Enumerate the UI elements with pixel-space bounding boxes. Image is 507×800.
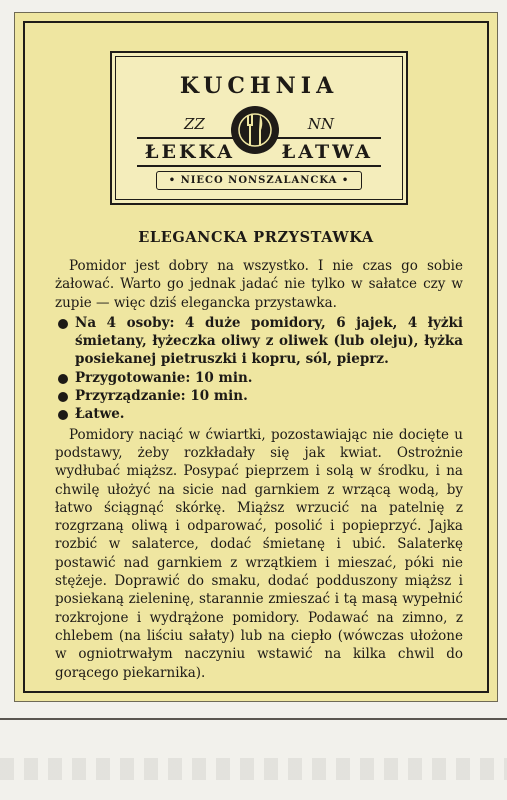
logo-word-right: ŁATWA [281,141,373,163]
bleed-through-strip [0,758,507,780]
recipe-heading: ELEGANCKA PRZYSTAWKA [138,229,374,246]
cooking-time-item: Przyrządzanie: 10 min. [55,387,463,405]
logo-rule-bottom [137,165,381,167]
plate-cutlery-icon [231,106,279,154]
recipe-instructions: Pomidory naciąć w ćwiartki, pozostawiając nie docięte u podstawy, żeby rozkładały się jak kwiat. Ostrożnie wydłubać miąższ. Posypać pieprzem i solą w środku, i na chwilę ułożyć na sicie nad garnkiem z wrzącą wodą, by łatwo ściągnąć skórkę. Miąższ wrzucić na patelnię z rozgrzaną oliwą i odparować, posolić i popieprzyć. Jajka rozbić w salaterce, dodać śmietanę i ubić. Salaterkę postawić nad garnkiem z wrzątkiem i mieszać, póki nie stężeje. Doprawić do smaku, dodać podduszony miąższ i posiekaną zieleninę, starannie zmieszać i tą masą wypełnić rozkrojone i wydrążone pomidory. Podawać na zimno, z chlebem (na liściu sałaty) lub na ciepło (wówczas ułożone w ogniotrwałym naczyniu wstawić na kilka chwil do gorącego piekarnika). [55,426,463,681]
logo-script-right: NN [307,115,334,133]
logo-title: KUCHNIA [179,73,339,99]
difficulty-item: Łatwe. [55,405,463,423]
recipe-facts [55,314,463,424]
recipe-intro: Pomidor jest dobry na wszystko. I nie czas go sobie żałować. Warto go jednak jadać nie tylko w sałatce czy w zupie — więc dziś elegancka przystawka. [55,258,463,311]
plate-cutlery-icon-svg [231,106,279,154]
ingredients-item: Na 4 osoby: 4 duże pomidory, 6 jajek, 4 łyżki śmietany, łyżeczka oliwy z oliwek (lub oleju), łyżka posiekanej pietruszki i kopru, sól, pieprz. [55,314,463,369]
recipe-content [55,257,463,682]
preparation-time-item: Przygotowanie: 10 min. [55,369,463,387]
logo-word-left: ŁEKKA [145,141,235,163]
logo-badge: • NIECO NONSZALANCKA • [156,171,362,190]
article-clipping [14,12,498,702]
kuchnia-logo [110,51,408,205]
logo-script-left: ZZ [184,115,205,133]
page-divider [0,718,507,720]
